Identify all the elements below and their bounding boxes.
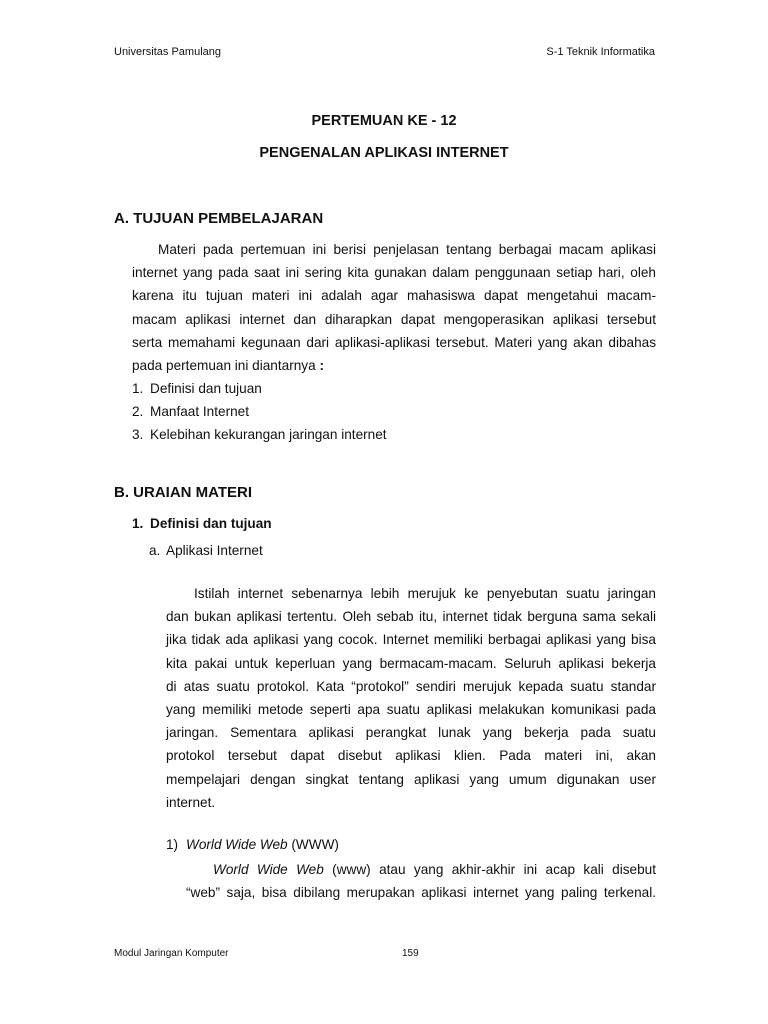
objectives-list <box>132 377 387 447</box>
item-heading <box>166 833 339 856</box>
paragraph-line: jaringan. Sementara aplikasi perangkat lunak yang bekerja pada suatu <box>166 725 656 741</box>
item-number: 1) <box>166 837 179 852</box>
chapter-title: PENGENALAN APLIKASI INTERNET <box>259 145 509 161</box>
section-b-paragraph <box>166 582 656 814</box>
paragraph-line: Istilah internet sebenarnya lebih merujuk ke penyebutan suatu jaringan <box>194 586 656 601</box>
chapter-number: PERTEMUAN KE - 12 <box>311 113 457 129</box>
paragraph-colon: : <box>319 358 324 374</box>
section-a-heading: A. TUJUAN PEMBELAJARAN <box>114 210 324 227</box>
list-text: Kelebihan kekurangan jaringan internet <box>150 427 387 443</box>
sub-subsection-letter: a. <box>149 543 161 558</box>
paragraph-line: protokol tersebut dapat disebut aplikasi klien. Pada materi ini, akan <box>166 748 656 764</box>
paragraph-text: (www) atau yang akhir-akhir ini acap kali disebut <box>323 862 657 877</box>
subsection-number: 1. <box>132 516 144 531</box>
paragraph-last-text: pada pertemuan ini diantarnya <box>132 358 316 374</box>
section-b-heading: B. URAIAN MATERI <box>114 484 253 501</box>
section-a-paragraph <box>132 238 656 377</box>
list-text: Manfaat Internet <box>150 404 249 420</box>
paragraph-line: di atas suatu protokol. Kata “protokol” sendiri merujuk kepada suatu standar <box>166 678 656 694</box>
paragraph-line: internet yang pada saat ini sering kita gunakan dalam penggunaan setiap hari, oleh <box>132 265 656 281</box>
paragraph-line: internet. <box>166 794 216 810</box>
sub-subsection-heading <box>149 539 263 562</box>
list-item <box>132 400 387 423</box>
sub-subsection-title: Aplikasi Internet <box>166 543 263 558</box>
paragraph-line: Materi pada pertemuan ini berisi penjelasan tentang berbagai macam aplikasi <box>158 242 656 257</box>
paragraph-line: macam aplikasi internet dan diharapkan dapat mengoperasikan aplikasi tersebut <box>132 311 656 327</box>
running-header-right: S-1 Teknik Informatika <box>546 46 655 58</box>
footer-module-name: Modul Jaringan Komputer <box>114 948 229 959</box>
subsection-heading <box>132 516 272 531</box>
paragraph-line: kita pakai untuk keperluan yang bermacam-macam. Seluruh aplikasi bekerja <box>166 655 656 671</box>
item-paragraph <box>186 858 656 904</box>
paragraph-line: “web” saja, bisa dibilang merupakan aplikasi internet yang paling terkenal. <box>186 885 656 901</box>
paragraph-line: mempelajari dengan singkat tentang aplikasi yang umum digunakan user <box>166 771 656 787</box>
item-title-rest: (WWW) <box>287 837 339 852</box>
list-item <box>132 377 387 400</box>
paragraph-italic: World Wide Web <box>213 862 324 877</box>
running-header-left: Universitas Pamulang <box>114 46 221 58</box>
paragraph-line <box>186 858 656 881</box>
list-number: 3. <box>132 427 144 443</box>
paragraph-line: dan bukan aplikasi tertentu. Oleh sebab itu, internet tidak berguna sama sekali <box>166 609 656 625</box>
paragraph-line <box>132 354 656 377</box>
list-number: 1. <box>132 381 144 396</box>
paragraph-line: yang memiliki metode seperti apa suatu aplikasi melakukan komunikasi pada <box>166 702 656 718</box>
paragraph-line: jika tidak ada aplikasi yang cocok. Internet memiliki berbagai aplikasi yang bisa <box>166 632 656 648</box>
subsection-title: Definisi dan tujuan <box>150 516 272 531</box>
list-text: Definisi dan tujuan <box>150 381 262 396</box>
list-number: 2. <box>132 404 144 420</box>
paragraph-line: serta memahami kegunaan dari aplikasi-aplikasi tersebut. Materi yang akan dibahas <box>132 334 656 350</box>
page-number: 159 <box>402 948 419 959</box>
item-title-italic: World Wide Web <box>186 837 288 852</box>
list-item <box>132 423 387 446</box>
paragraph-line: karena itu tujuan materi ini adalah agar mahasiswa dapat mengetahui macam- <box>132 288 656 304</box>
